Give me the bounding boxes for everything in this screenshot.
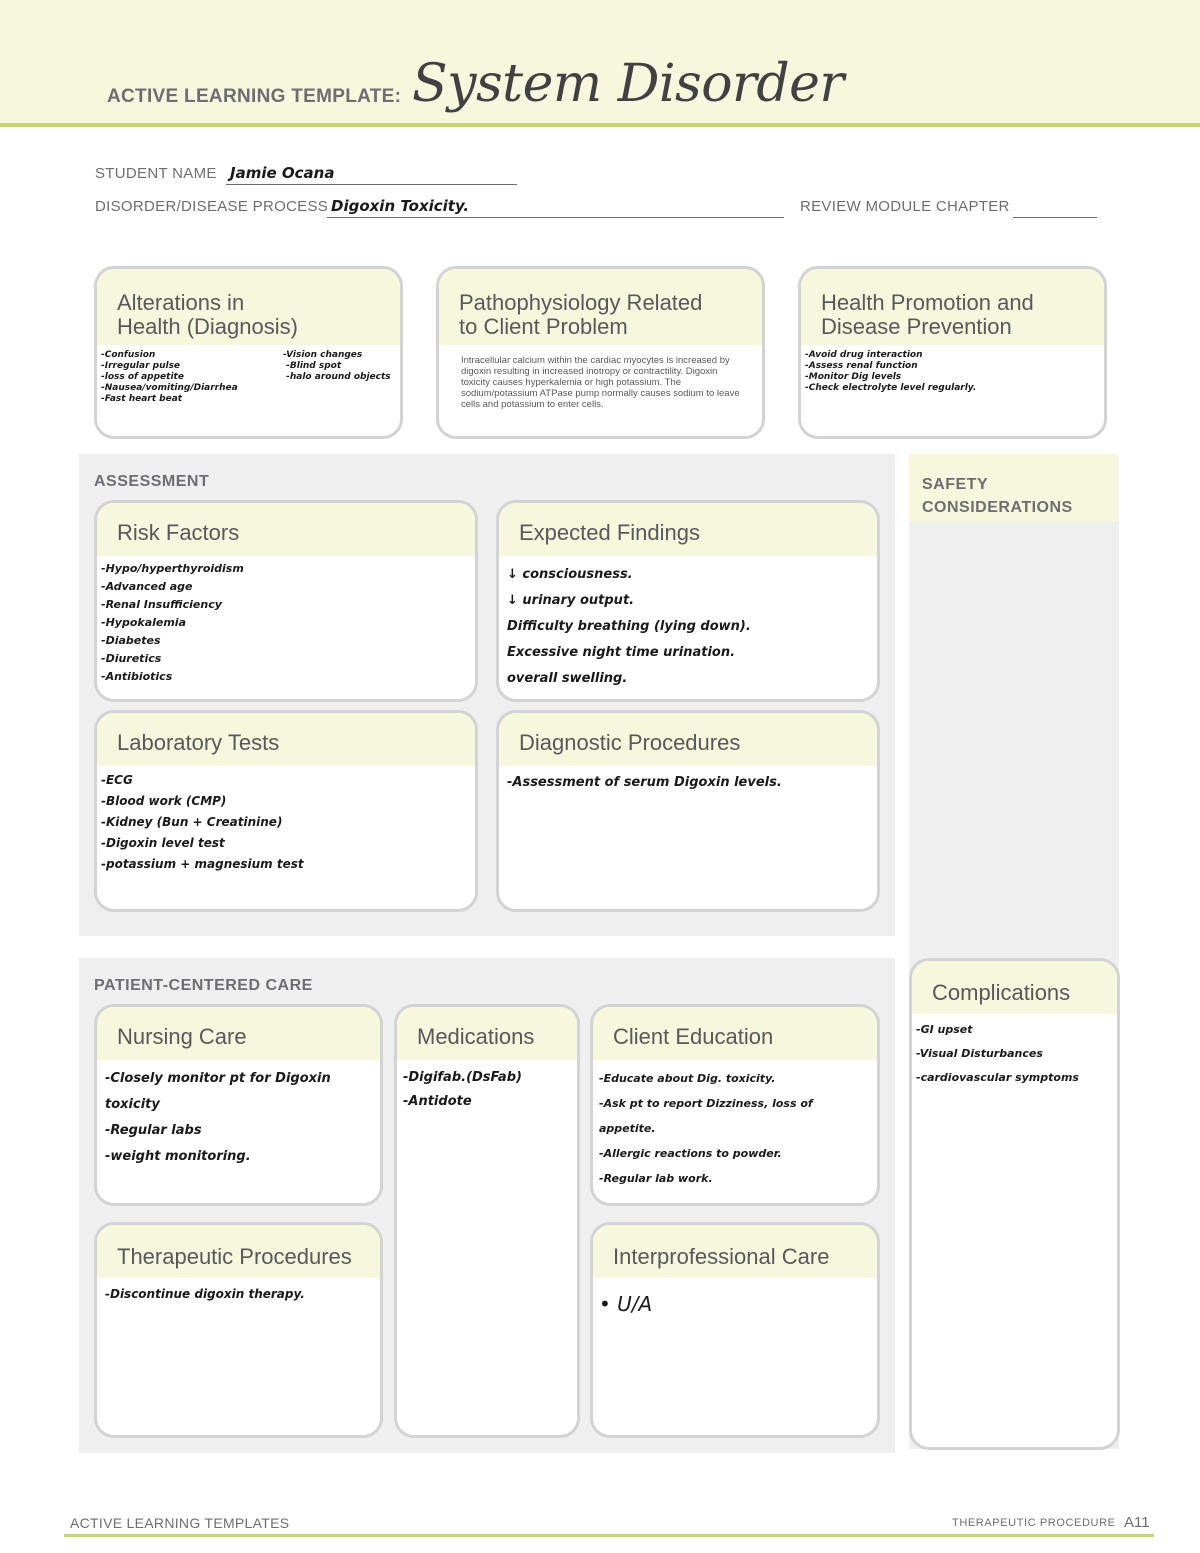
interprofessional-item: • U/A [599, 1292, 653, 1316]
medications-box [394, 1004, 580, 1438]
diagnostic-list [499, 766, 877, 800]
medication-item: -Antidote [403, 1094, 472, 1109]
nursing-care-item: -weight monitoring. [105, 1149, 251, 1164]
lab-test-item: -Blood work (CMP) [101, 794, 227, 808]
therapeutic-item: -Discontinue digoxin therapy. [105, 1287, 305, 1301]
lab-test-item: -potassium + magnesium test [101, 857, 304, 871]
expected-findings-box [496, 500, 880, 702]
student-name-field[interactable] [226, 162, 517, 185]
patho-title-2: to Client Problem [459, 314, 628, 339]
lab-tests-header: Laboratory Tests [97, 713, 475, 766]
disorder-field[interactable] [327, 195, 784, 218]
complications-box [909, 958, 1120, 1450]
medications-list [397, 1060, 577, 1120]
risk-factor-item: -Diuretics [101, 652, 162, 665]
template-label: ACTIVE LEARNING TEMPLATE: [107, 86, 402, 107]
client-education-header: Client Education [593, 1007, 877, 1060]
complications-header: Complications [912, 961, 1117, 1014]
expected-finding-item: ↓ urinary output. [507, 593, 635, 608]
diagnostic-item: -Assessment of serum Digoxin levels. [507, 775, 782, 790]
risk-factor-item: -Hypokalemia [101, 616, 186, 629]
alterations-item: -Blind spot [283, 361, 342, 371]
client-education-item: -Ask pt to report Dizziness, loss of appetite. [599, 1097, 813, 1135]
footer-right: THERAPEUTIC PROCEDURE [952, 1517, 1116, 1529]
disorder-value: Digoxin Toxicity. [331, 197, 470, 215]
lab-test-item: -Digoxin level test [101, 836, 225, 850]
review-module-label: REVIEW MODULE CHAPTER [800, 198, 1010, 215]
template-title: System Disorder [412, 54, 844, 114]
expected-finding-item: Difficulty breathing (lying down). [507, 619, 751, 634]
risk-factors-list [97, 556, 475, 690]
nursing-care-box [94, 1004, 383, 1206]
lab-test-item: -Kidney (Bun + Creatinine) [101, 815, 283, 829]
student-name-value: Jamie Ocana [230, 164, 335, 182]
alterations-box [94, 266, 403, 439]
lab-tests-list [97, 766, 475, 879]
alterations-title-1: Alterations in [117, 290, 245, 315]
patho-header [439, 269, 762, 345]
header-divider [0, 123, 1200, 127]
interprofessional-list [593, 1278, 877, 1331]
assessment-title: ASSESSMENT [94, 473, 210, 490]
diagnostic-box [496, 710, 880, 912]
nursing-care-item: -Closely monitor pt for Digoxin toxicity [105, 1071, 331, 1112]
alterations-item: -Fast heart beat [101, 394, 183, 404]
patho-box [436, 266, 765, 439]
interprofessional-box [590, 1222, 880, 1438]
page-number: A11 [1124, 1514, 1150, 1531]
alterations-item: -Confusion [101, 350, 156, 360]
alterations-item: -Nausea/vomiting/Diarrhea [101, 383, 238, 393]
medication-item: -Digifab.(DsFab) [403, 1070, 522, 1085]
patho-text: Intracellular calcium within the cardiac myocytes is increased by digoxin resulting in increased inotropy or contractility. Digoxin toxicity causes hyperkalemia or high potassium. The sodium/potassium ATPase pump normally causes sodium to leave cells and potassium to enter cells. [461, 355, 740, 410]
review-module-field[interactable] [1013, 195, 1097, 218]
health-promo-item: -Assess renal function [805, 361, 918, 371]
nursing-care-item: -Regular labs [105, 1123, 202, 1138]
risk-factor-item: -Diabetes [101, 634, 161, 647]
interprofessional-header: Interprofessional Care [593, 1225, 877, 1278]
patho-title-1: Pathophysiology Related [459, 290, 703, 315]
expected-findings-header: Expected Findings [499, 503, 877, 556]
risk-factor-item: -Advanced age [101, 580, 193, 593]
complication-item: -cardiovascular symptoms [916, 1071, 1079, 1084]
lab-tests-box [94, 710, 478, 912]
diagnostic-header: Diagnostic Procedures [499, 713, 877, 766]
expected-finding-item: ↓ consciousness. [507, 567, 633, 582]
alterations-list-1 [101, 350, 238, 405]
student-name-label: STUDENT NAME [95, 165, 217, 182]
expected-finding-item: overall swelling. [507, 671, 628, 686]
safety-title-2: CONSIDERATIONS [922, 499, 1073, 516]
client-education-item: -Regular lab work. [599, 1172, 713, 1185]
health-promo-item: -Check electrolyte level regularly. [805, 383, 977, 393]
nursing-care-list [97, 1060, 380, 1176]
footer-divider [64, 1534, 1154, 1537]
risk-factor-item: -Renal Insufficiency [101, 598, 222, 611]
safety-title [922, 473, 1073, 519]
lab-test-item: -ECG [101, 773, 133, 787]
complication-item: -GI upset [916, 1023, 973, 1036]
alterations-item: -halo around objects [283, 372, 391, 382]
health-promo-list [801, 345, 1104, 399]
client-education-list [593, 1060, 877, 1197]
risk-factors-box [94, 500, 478, 702]
alterations-list-2 [283, 350, 391, 383]
risk-factor-item: -Hypo/hyperthyroidism [101, 562, 244, 575]
patient-care-title: PATIENT-CENTERED CARE [94, 977, 313, 994]
risk-factor-item: -Antibiotics [101, 670, 173, 683]
disorder-label: DISORDER/DISEASE PROCESS [95, 198, 329, 215]
client-education-item: -Allergic reactions to powder. [599, 1147, 782, 1160]
expected-findings-list [499, 556, 877, 698]
therapeutic-box [94, 1222, 383, 1438]
alterations-title-2: Health (Diagnosis) [117, 314, 298, 339]
therapeutic-list [97, 1278, 380, 1310]
expected-finding-item: Excessive night time urination. [507, 645, 736, 660]
nursing-care-header: Nursing Care [97, 1007, 380, 1060]
alterations-header [97, 269, 400, 345]
client-education-box [590, 1004, 880, 1206]
health-promo-item: -Monitor Dig levels [805, 372, 902, 382]
alterations-item: -Irregular pulse [101, 361, 181, 371]
client-education-item: -Educate about Dig. toxicity. [599, 1072, 776, 1085]
risk-factors-header: Risk Factors [97, 503, 475, 556]
health-promo-title-1: Health Promotion and [821, 290, 1034, 315]
complications-list [912, 1014, 1117, 1094]
alterations-item: -Vision changes [283, 350, 363, 360]
medications-header: Medications [397, 1007, 577, 1060]
health-promo-title-2: Disease Prevention [821, 314, 1012, 339]
complication-item: -Visual Disturbances [916, 1047, 1043, 1060]
alterations-item: -loss of appetite [101, 372, 184, 382]
safety-title-1: SAFETY [922, 476, 989, 493]
health-promo-item: -Avoid drug interaction [805, 350, 923, 360]
therapeutic-header: Therapeutic Procedures [97, 1225, 380, 1278]
health-promo-header [801, 269, 1104, 345]
footer-left: ACTIVE LEARNING TEMPLATES [70, 1515, 290, 1531]
health-promo-box [798, 266, 1107, 439]
